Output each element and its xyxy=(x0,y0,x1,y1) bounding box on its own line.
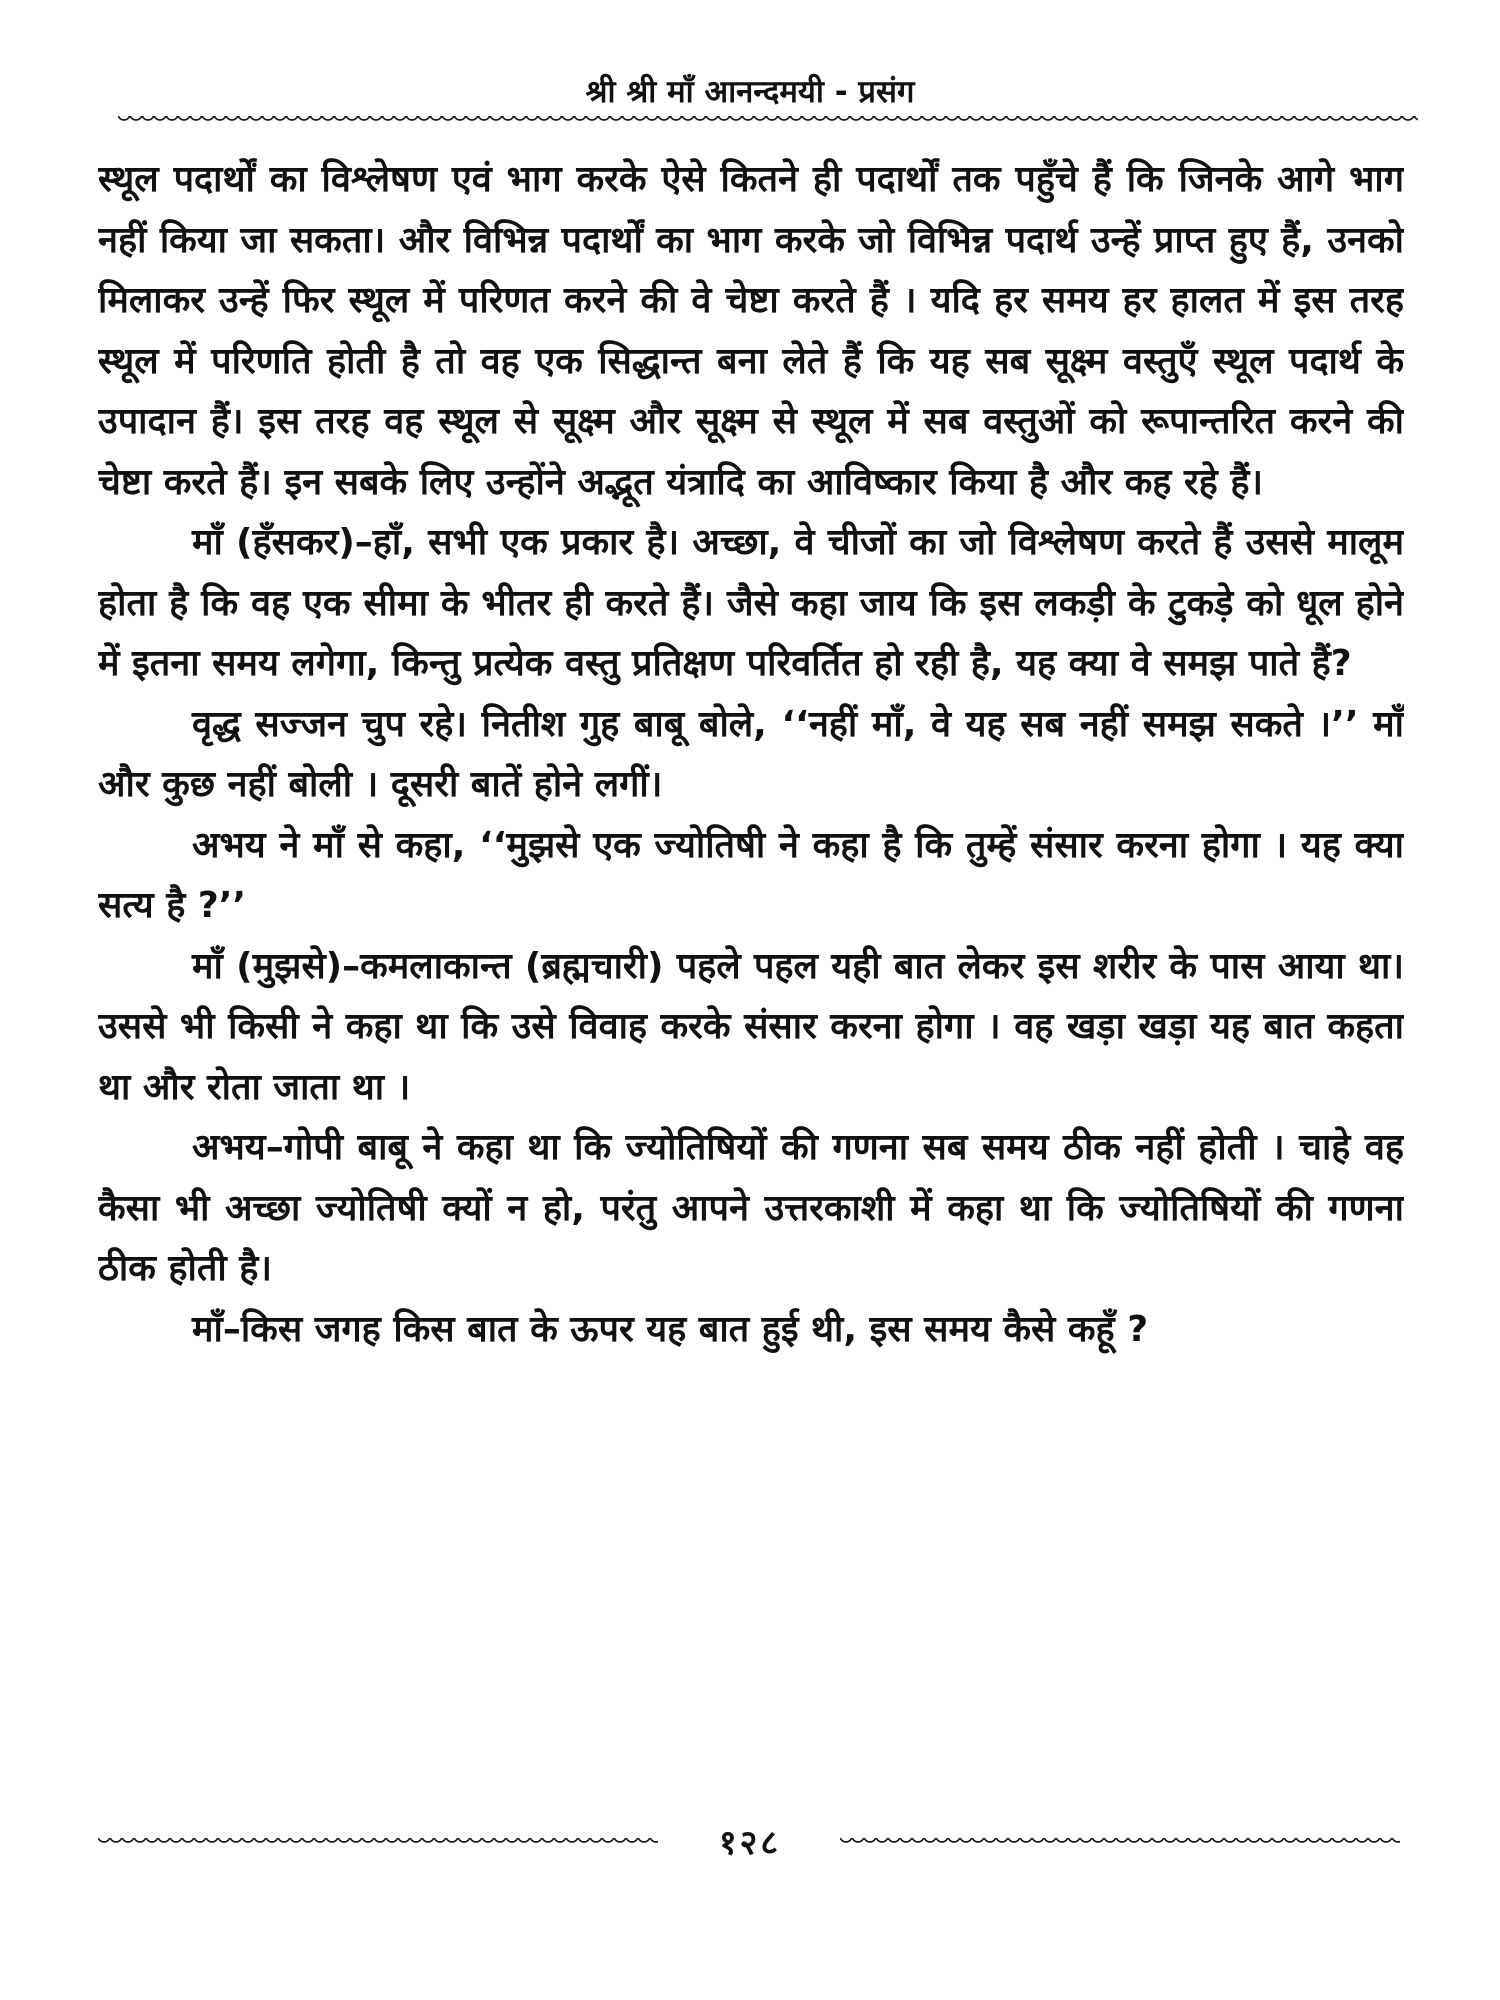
page-number: १२८ xyxy=(718,1823,782,1863)
paragraph-maa-reply: माँ–किस जगह किस बात के ऊपर यह बात हुई थी, इस समय कैसे कहूँ ? xyxy=(192,1308,1149,1350)
paragraph-nitish-guha: वृद्ध सज्जन चुप रहे। नितीश गुह बाबू बोले, ‘‘नहीं माँ, वे यह सब नहीं समझ सकते ।’’ माँ और कुछ नहीं बोली । दूसरी बातें होने लगीं। xyxy=(98,703,1404,805)
paragraph-maa-laughing: माँ (हँसकर)–हाँ, सभी एक प्रकार है। अच्छा, वे चीजों का जो विश्लेषण करते हैं उससे मालूम होता है कि वह एक सीमा के भीतर ही करते हैं। जैसे कहा जाय कि इस लकड़ी के टुकड़े को धूल होने में इतना समय लगेगा, किन्तु प्रत्येक वस्तु प्रतिक्षण परिवर्तित हो रही है, यह क्या वे समझ पाते हैं? xyxy=(98,522,1404,684)
paragraph-maa-kamalakant: माँ (मुझसे)–कमलाकान्त (ब्रह्मचारी) पहले पहल यही बात लेकर इस शरीर के पास आया था। उससे भी किसी ने कहा था कि उसे विवाह करके संसार करना होगा । वह खड़ा खड़ा यह बात कहता था और रोता जाता था । xyxy=(98,945,1404,1108)
running-header: श्री श्री माँ आनन्दमयी - प्रसंग xyxy=(585,74,915,110)
paragraph-abhay-question: अभय ने माँ से कहा, ‘‘मुझसे एक ज्योतिषी ने कहा है कि तुम्हें संसार करना होगा । यह क्या सत्य है ?’’ xyxy=(98,824,1404,926)
footer-wavy-rule-right xyxy=(840,1838,1400,1850)
paragraph-abhay-gopi-babu: अभय–गोपी बाबू ने कहा था कि ज्योतिषियों की गणना सब समय ठीक नहीं होती । चाहे वह कैसा भी अच्छा ज्योतिषी क्यों न हो, परंतु आपने उत्तरकाशी में कहा था कि ज्योतिषियों की गणना ठीक होती है। xyxy=(98,1127,1404,1289)
header-wavy-rule xyxy=(118,116,1418,128)
paragraph-continued-text: स्थूल पदार्थों का विश्लेषण एवं भाग करके ऐसे कितने ही पदार्थों तक पहुँचे हैं कि जिनके आगे भाग नहीं किया जा सकता। और विभिन्न पदार्थों का भाग करके जो विभिन्न पदार्थ उन्हें प्राप्त हुए हैं, उनको मिलाकर उन्हें फिर स्थूल में परिणत करने की वे चेष्टा करते हैं । यदि हर समय हर हालत में इस तरह स्थूल में परिणति होती है तो वह एक सिद्धान्त बना लेते हैं कि यह सब सूक्ष्म वस्तुएँ स्थूल पदार्थ के उपादान हैं। इस तरह वह स्थूल से सूक्ष्म और सूक्ष्म से स्थूल में सब वस्तुओं को रूपान्तरित करने की चेष्टा करते हैं। इन सबके लिए उन्होंने अद्भूत यंत्रादि का आविष्कार किया है और कह रहे हैं। xyxy=(98,159,1404,503)
page-body xyxy=(98,150,1404,1810)
